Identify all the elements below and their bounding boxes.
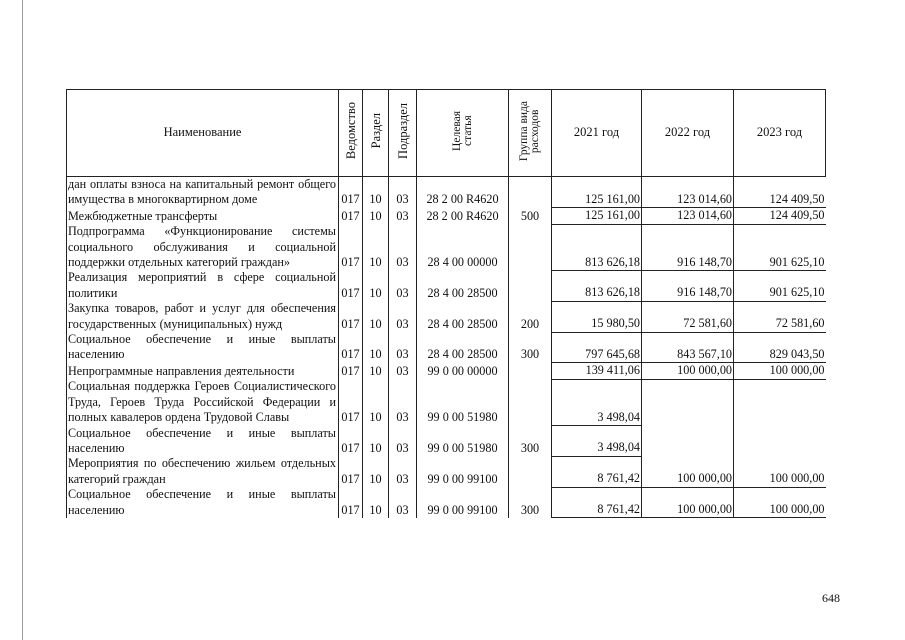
cell-target-article: 99 0 00 99100 bbox=[417, 487, 509, 518]
cell-section: 10 bbox=[363, 208, 389, 224]
cell-name: Социальное обеспечение и иные выплаты населению bbox=[67, 332, 339, 363]
cell-name: Непрограммные направления деятельности bbox=[67, 363, 339, 379]
cell-amount-2021: 813 626,18 bbox=[552, 224, 642, 270]
cell-amount-2023 bbox=[734, 379, 826, 425]
cell-target-article: 28 4 00 28500 bbox=[417, 270, 509, 301]
header-year-2023: 2023 год bbox=[734, 90, 826, 177]
cell-name: Подпрограмма «Функционирование системы социального обслуживания и социальной поддержки отдельных категорий граждан» bbox=[67, 224, 339, 270]
table-row bbox=[67, 426, 826, 457]
cell-name: Социальное обеспечение и иные выплаты населению bbox=[67, 487, 339, 518]
cell-department: 017 bbox=[339, 177, 363, 208]
cell-department: 017 bbox=[339, 332, 363, 363]
cell-amount-2021: 8 761,42 bbox=[552, 456, 642, 487]
cell-target-article: 28 4 00 00000 bbox=[417, 224, 509, 270]
cell-subsection: 03 bbox=[389, 363, 417, 379]
cell-amount-2022: 916 148,70 bbox=[642, 224, 734, 270]
cell-amount-2022 bbox=[642, 379, 734, 425]
cell-subsection: 03 bbox=[389, 487, 417, 518]
cell-subsection: 03 bbox=[389, 224, 417, 270]
cell-subsection: 03 bbox=[389, 426, 417, 457]
cell-amount-2022: 123 014,60 bbox=[642, 208, 734, 224]
scan-edge-line bbox=[22, 0, 23, 640]
cell-name: Закупка товаров, работ и услуг для обеспечения государственных (муниципальных) нужд bbox=[67, 301, 339, 332]
header-target-article: Целевая статья bbox=[417, 90, 509, 177]
cell-subsection: 03 bbox=[389, 332, 417, 363]
cell-expense-group: 300 bbox=[509, 426, 552, 457]
cell-amount-2022: 72 581,60 bbox=[642, 301, 734, 332]
cell-amount-2021: 3 498,04 bbox=[552, 426, 642, 457]
cell-section: 10 bbox=[363, 301, 389, 332]
cell-subsection: 03 bbox=[389, 270, 417, 301]
cell-amount-2021: 3 498,04 bbox=[552, 379, 642, 425]
cell-department: 017 bbox=[339, 224, 363, 270]
header-expense-group: Группа вида расходов bbox=[509, 90, 552, 177]
cell-amount-2022: 100 000,00 bbox=[642, 487, 734, 518]
cell-section: 10 bbox=[363, 363, 389, 379]
page-number: 648 bbox=[822, 591, 840, 605]
table-row bbox=[67, 487, 826, 518]
cell-subsection: 03 bbox=[389, 177, 417, 208]
cell-department: 017 bbox=[339, 208, 363, 224]
cell-subsection: 03 bbox=[389, 301, 417, 332]
cell-section: 10 bbox=[363, 224, 389, 270]
cell-target-article: 99 0 00 51980 bbox=[417, 379, 509, 425]
cell-amount-2021: 139 411,06 bbox=[552, 363, 642, 379]
cell-amount-2022 bbox=[642, 426, 734, 457]
cell-subsection: 03 bbox=[389, 379, 417, 425]
table-row bbox=[67, 363, 826, 379]
cell-amount-2021: 125 161,00 bbox=[552, 208, 642, 224]
cell-department: 017 bbox=[339, 301, 363, 332]
cell-target-article: 99 0 00 00000 bbox=[417, 363, 509, 379]
cell-section: 10 bbox=[363, 270, 389, 301]
cell-section: 10 bbox=[363, 177, 389, 208]
table-row bbox=[67, 456, 826, 487]
cell-target-article: 99 0 00 51980 bbox=[417, 426, 509, 457]
budget-table bbox=[66, 89, 826, 518]
cell-amount-2023: 100 000,00 bbox=[734, 363, 826, 379]
cell-amount-2023: 829 043,50 bbox=[734, 332, 826, 363]
cell-name: Реализация мероприятий в сфере социальной политики bbox=[67, 270, 339, 301]
header-name: Наименование bbox=[67, 90, 339, 177]
cell-name: Межбюджетные трансферты bbox=[67, 208, 339, 224]
header-row bbox=[67, 90, 826, 177]
cell-expense-group bbox=[509, 177, 552, 208]
cell-subsection: 03 bbox=[389, 208, 417, 224]
cell-name: Социальное обеспечение и иные выплаты населению bbox=[67, 426, 339, 457]
cell-amount-2021: 15 980,50 bbox=[552, 301, 642, 332]
table-row bbox=[67, 208, 826, 224]
cell-target-article: 28 4 00 28500 bbox=[417, 301, 509, 332]
cell-name: Мероприятия по обеспечению жильем отдельных категорий граждан bbox=[67, 456, 339, 487]
cell-amount-2021: 813 626,18 bbox=[552, 270, 642, 301]
cell-target-article: 28 4 00 28500 bbox=[417, 332, 509, 363]
cell-amount-2023: 100 000,00 bbox=[734, 456, 826, 487]
cell-expense-group bbox=[509, 363, 552, 379]
cell-amount-2023: 72 581,60 bbox=[734, 301, 826, 332]
cell-department: 017 bbox=[339, 270, 363, 301]
table-row bbox=[67, 177, 826, 208]
cell-target-article: 28 2 00 R4620 bbox=[417, 177, 509, 208]
header-section: Раздел bbox=[363, 90, 389, 177]
cell-amount-2023: 901 625,10 bbox=[734, 270, 826, 301]
cell-amount-2023: 901 625,10 bbox=[734, 224, 826, 270]
cell-department: 017 bbox=[339, 379, 363, 425]
cell-target-article: 28 2 00 R4620 bbox=[417, 208, 509, 224]
cell-section: 10 bbox=[363, 332, 389, 363]
cell-amount-2021: 8 761,42 bbox=[552, 487, 642, 518]
cell-amount-2023: 124 409,50 bbox=[734, 208, 826, 224]
header-year-2021: 2021 год bbox=[552, 90, 642, 177]
cell-name: дан оплаты взноса на капитальный ремонт общего имущества в многоквартирном доме bbox=[67, 177, 339, 208]
cell-expense-group: 300 bbox=[509, 332, 552, 363]
header-subsection: Подраздел bbox=[389, 90, 417, 177]
cell-amount-2022: 100 000,00 bbox=[642, 363, 734, 379]
cell-department: 017 bbox=[339, 363, 363, 379]
cell-amount-2021: 125 161,00 bbox=[552, 177, 642, 208]
cell-amount-2023: 124 409,50 bbox=[734, 177, 826, 208]
cell-amount-2021: 797 645,68 bbox=[552, 332, 642, 363]
cell-expense-group: 500 bbox=[509, 208, 552, 224]
cell-amount-2022: 100 000,00 bbox=[642, 456, 734, 487]
cell-department: 017 bbox=[339, 487, 363, 518]
table-row bbox=[67, 379, 826, 425]
cell-amount-2023 bbox=[734, 426, 826, 457]
header-year-2022: 2022 год bbox=[642, 90, 734, 177]
cell-department: 017 bbox=[339, 426, 363, 457]
cell-amount-2023: 100 000,00 bbox=[734, 487, 826, 518]
cell-section: 10 bbox=[363, 426, 389, 457]
table-row bbox=[67, 301, 826, 332]
cell-amount-2022: 916 148,70 bbox=[642, 270, 734, 301]
cell-department: 017 bbox=[339, 456, 363, 487]
cell-expense-group bbox=[509, 270, 552, 301]
table-row bbox=[67, 270, 826, 301]
cell-expense-group bbox=[509, 456, 552, 487]
table-row bbox=[67, 332, 826, 363]
cell-amount-2022: 843 567,10 bbox=[642, 332, 734, 363]
cell-amount-2022: 123 014,60 bbox=[642, 177, 734, 208]
cell-target-article: 99 0 00 99100 bbox=[417, 456, 509, 487]
cell-name: Социальная поддержка Героев Социалистического Труда, Героев Труда Российской Федерации и полных кавалеров ордена Трудовой Славы bbox=[67, 379, 339, 425]
cell-expense-group bbox=[509, 379, 552, 425]
cell-subsection: 03 bbox=[389, 456, 417, 487]
table-row bbox=[67, 224, 826, 270]
cell-section: 10 bbox=[363, 487, 389, 518]
cell-section: 10 bbox=[363, 456, 389, 487]
cell-expense-group: 200 bbox=[509, 301, 552, 332]
header-department: Ведомство bbox=[339, 90, 363, 177]
cell-section: 10 bbox=[363, 379, 389, 425]
cell-expense-group bbox=[509, 224, 552, 270]
cell-expense-group: 300 bbox=[509, 487, 552, 518]
